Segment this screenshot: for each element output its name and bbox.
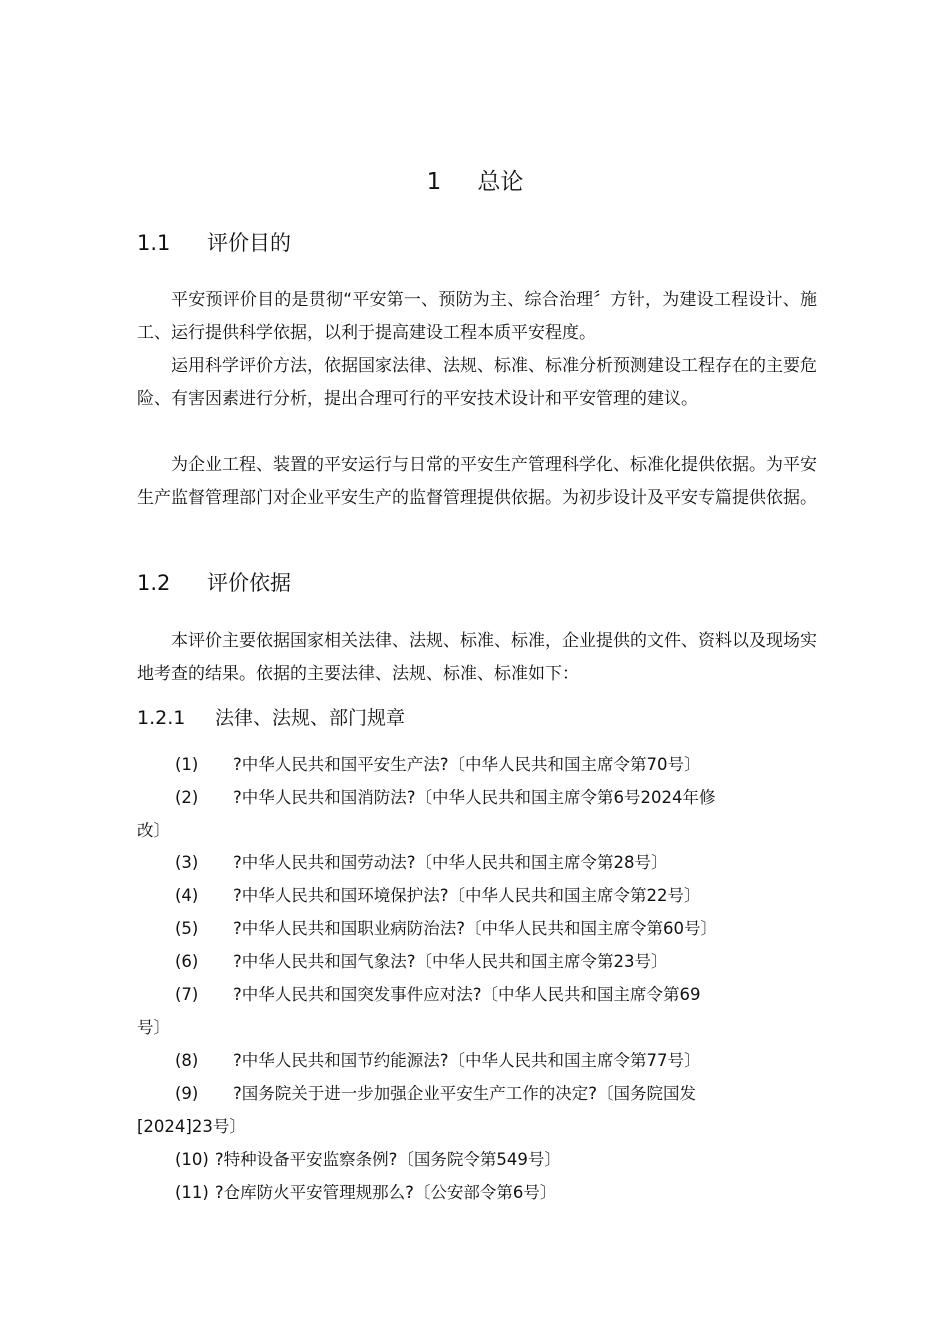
list-text: ?中华人民共和国气象法?〔中华人民共和国主席令第23号〕 [233,952,668,971]
list-text: ?国务院关于进一步加强企业平安生产工作的决定?〔国务院国发 [233,1084,697,1103]
chapter-number: 1 [426,169,442,195]
list-item [137,978,817,1044]
section-number: 1.1 [137,231,171,255]
subsection-number: 1.2.1 [137,707,186,729]
list-index: (9) [175,1084,199,1103]
list-item [137,1143,817,1176]
list-item [137,846,817,879]
list-index: (10) [175,1150,209,1169]
list-text: ?中华人民共和国突发事件应对法?〔中华人民共和国主席令第69 [233,985,701,1004]
list-item [137,1176,817,1209]
paragraph: 平安预评价目的是贯彻“平安第一、预防为主、综合治理〞方针，为建设工程设计、施工、运行提供科学依据，以利于提高建设工程本质平安程度。 [137,290,817,343]
subsection-title: 法律、法规、部门规章 [215,707,406,729]
section-heading-1-2 [137,568,291,598]
list-text: ?中华人民共和国劳动法?〔中华人民共和国主席令第28号〕 [233,853,668,872]
list-text-continuation: 改〕 [137,821,170,840]
list-index: (2) [175,788,199,807]
subsection-heading-1-2-1 [137,704,405,732]
list-index: (1) [175,755,199,774]
paragraph: 运用科学评价方法，依据国家法律、法规、标准、标准分析预测建设工程存在的主要危险、有害因素进行分析，提出合理可行的平安技术设计和平安管理的建议。 [137,356,817,409]
list-index: (7) [175,985,199,1004]
list-item [137,879,817,912]
list-item [137,1044,817,1077]
paragraph: 本评价主要依据国家相关法律、法规、标准、标准，企业提供的文件、资料以及现场实地考查的结果。依据的主要法律、法规、标准、标准如下： [137,631,817,684]
list-text-continuation: [2024]23号〕 [137,1117,246,1136]
list-index: (5) [175,919,199,938]
chapter-title-text: 总论 [477,169,524,195]
list-index: (6) [175,952,199,971]
list-index: (8) [175,1051,199,1070]
list-item [137,781,817,847]
list-text: ?特种设备平安监察条例?〔国务院令第549号〕 [214,1150,561,1169]
list-item [137,945,817,978]
paragraph: 为企业工程、装置的平安运行与日常的平安生产管理科学化、标准化提供依据。为平安生产监督管理部门对企业平安生产的监督管理提供依据。为初步设计及平安专篇提供依据。 [137,455,817,508]
list-item [137,748,817,781]
chapter-title [0,166,950,198]
section-number: 1.2 [137,571,171,595]
list-text: ?中华人民共和国节约能源法?〔中华人民共和国主席令第77号〕 [233,1051,701,1070]
section-title: 评价目的 [207,231,291,255]
list-text: ?中华人民共和国职业病防治法?〔中华人民共和国主席令第60号〕 [233,919,718,938]
list-index: (4) [175,886,199,905]
list-index: (3) [175,853,199,872]
list-text: ?中华人民共和国环境保护法?〔中华人民共和国主席令第22号〕 [233,886,701,905]
section-title: 评价依据 [207,571,291,595]
list-item [137,912,817,945]
section-heading-1-1 [137,228,291,258]
list-text: ?仓库防火平安管理规那么?〔公安部令第6号〕 [214,1183,557,1202]
list-index: (11) [175,1183,209,1202]
list-text: ?中华人民共和国平安生产法?〔中华人民共和国主席令第70号〕 [233,755,701,774]
list-item [137,1077,817,1143]
list-text-continuation: 号〕 [137,1018,170,1037]
list-text: ?中华人民共和国消防法?〔中华人民共和国主席令第6号2024年修 [233,788,716,807]
